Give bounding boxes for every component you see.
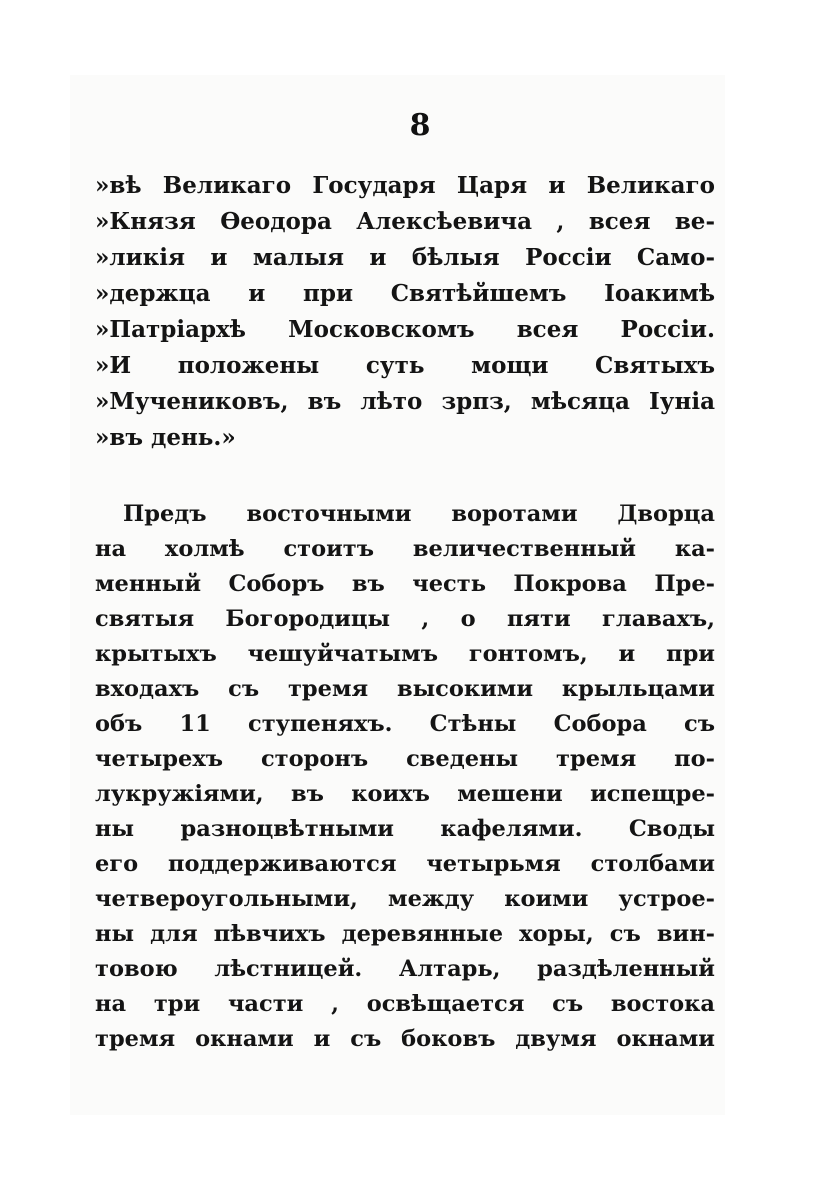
- paragraph-line: менный Соборъ въ честь Покрова Пре-: [95, 571, 715, 597]
- quote-line: »Патріархѣ Московскомъ всея Россіи.: [95, 316, 715, 343]
- quote-line: »Князя Ѳеодора Алексѣевича , всея ве-: [95, 208, 715, 235]
- paragraph-line: объ 11 ступеняхъ. Стѣны Собора съ: [95, 711, 715, 737]
- quote-line: »въ день.»: [95, 424, 236, 451]
- quote-line: »Мучениковъ, въ лѣто зрпз, мѣсяца Іуніа: [95, 388, 715, 415]
- paragraph-line: крытыхъ чешуйчатымъ гонтомъ, и при: [95, 641, 715, 667]
- quote-line: »ликія и малыя и бѣлыя Россіи Само-: [95, 244, 715, 271]
- paragraph-line: ны для пѣвчихъ деревянные хоры, съ вин-: [95, 921, 715, 947]
- paragraph-line: четвероугольными, между коими устрое-: [95, 886, 715, 912]
- paragraph-line: на холмѣ стоитъ величественный ка-: [95, 536, 715, 562]
- quote-line: »вѣ Великаго Государя Царя и Великаго: [95, 172, 715, 199]
- paragraph-line: четырехъ сторонъ сведены тремя по-: [95, 746, 715, 772]
- paragraph-line: святыя Богородицы , о пяти главахъ,: [95, 606, 715, 632]
- paragraph-line: его поддерживаются четырьмя столбами: [95, 851, 715, 877]
- paragraph-line: входахъ съ тремя высокими крыльцами: [95, 676, 715, 702]
- paragraph-line: товою лѣстницей. Алтарь, раздѣленный: [95, 956, 715, 982]
- quote-line: »держца и при Святѣйшемъ Іоакимѣ: [95, 280, 715, 307]
- page-number: 8: [409, 108, 431, 143]
- paragraph-line: на три части , освѣщается съ востока: [95, 991, 715, 1017]
- paragraph-line: ны разноцвѣтными кафелями. Своды: [95, 816, 715, 842]
- paragraph-line: Предъ восточными воротами Дворца: [123, 501, 715, 527]
- paragraph-line: тремя окнами и съ боковъ двумя окнами: [95, 1026, 715, 1052]
- body-paragraph: [95, 497, 715, 1057]
- paragraph-line: лукружіями, въ коихъ мешени испещре-: [95, 781, 715, 807]
- quote-line: »И положены суть мощи Святыхъ: [95, 352, 715, 379]
- quoted-inscription: [95, 168, 715, 456]
